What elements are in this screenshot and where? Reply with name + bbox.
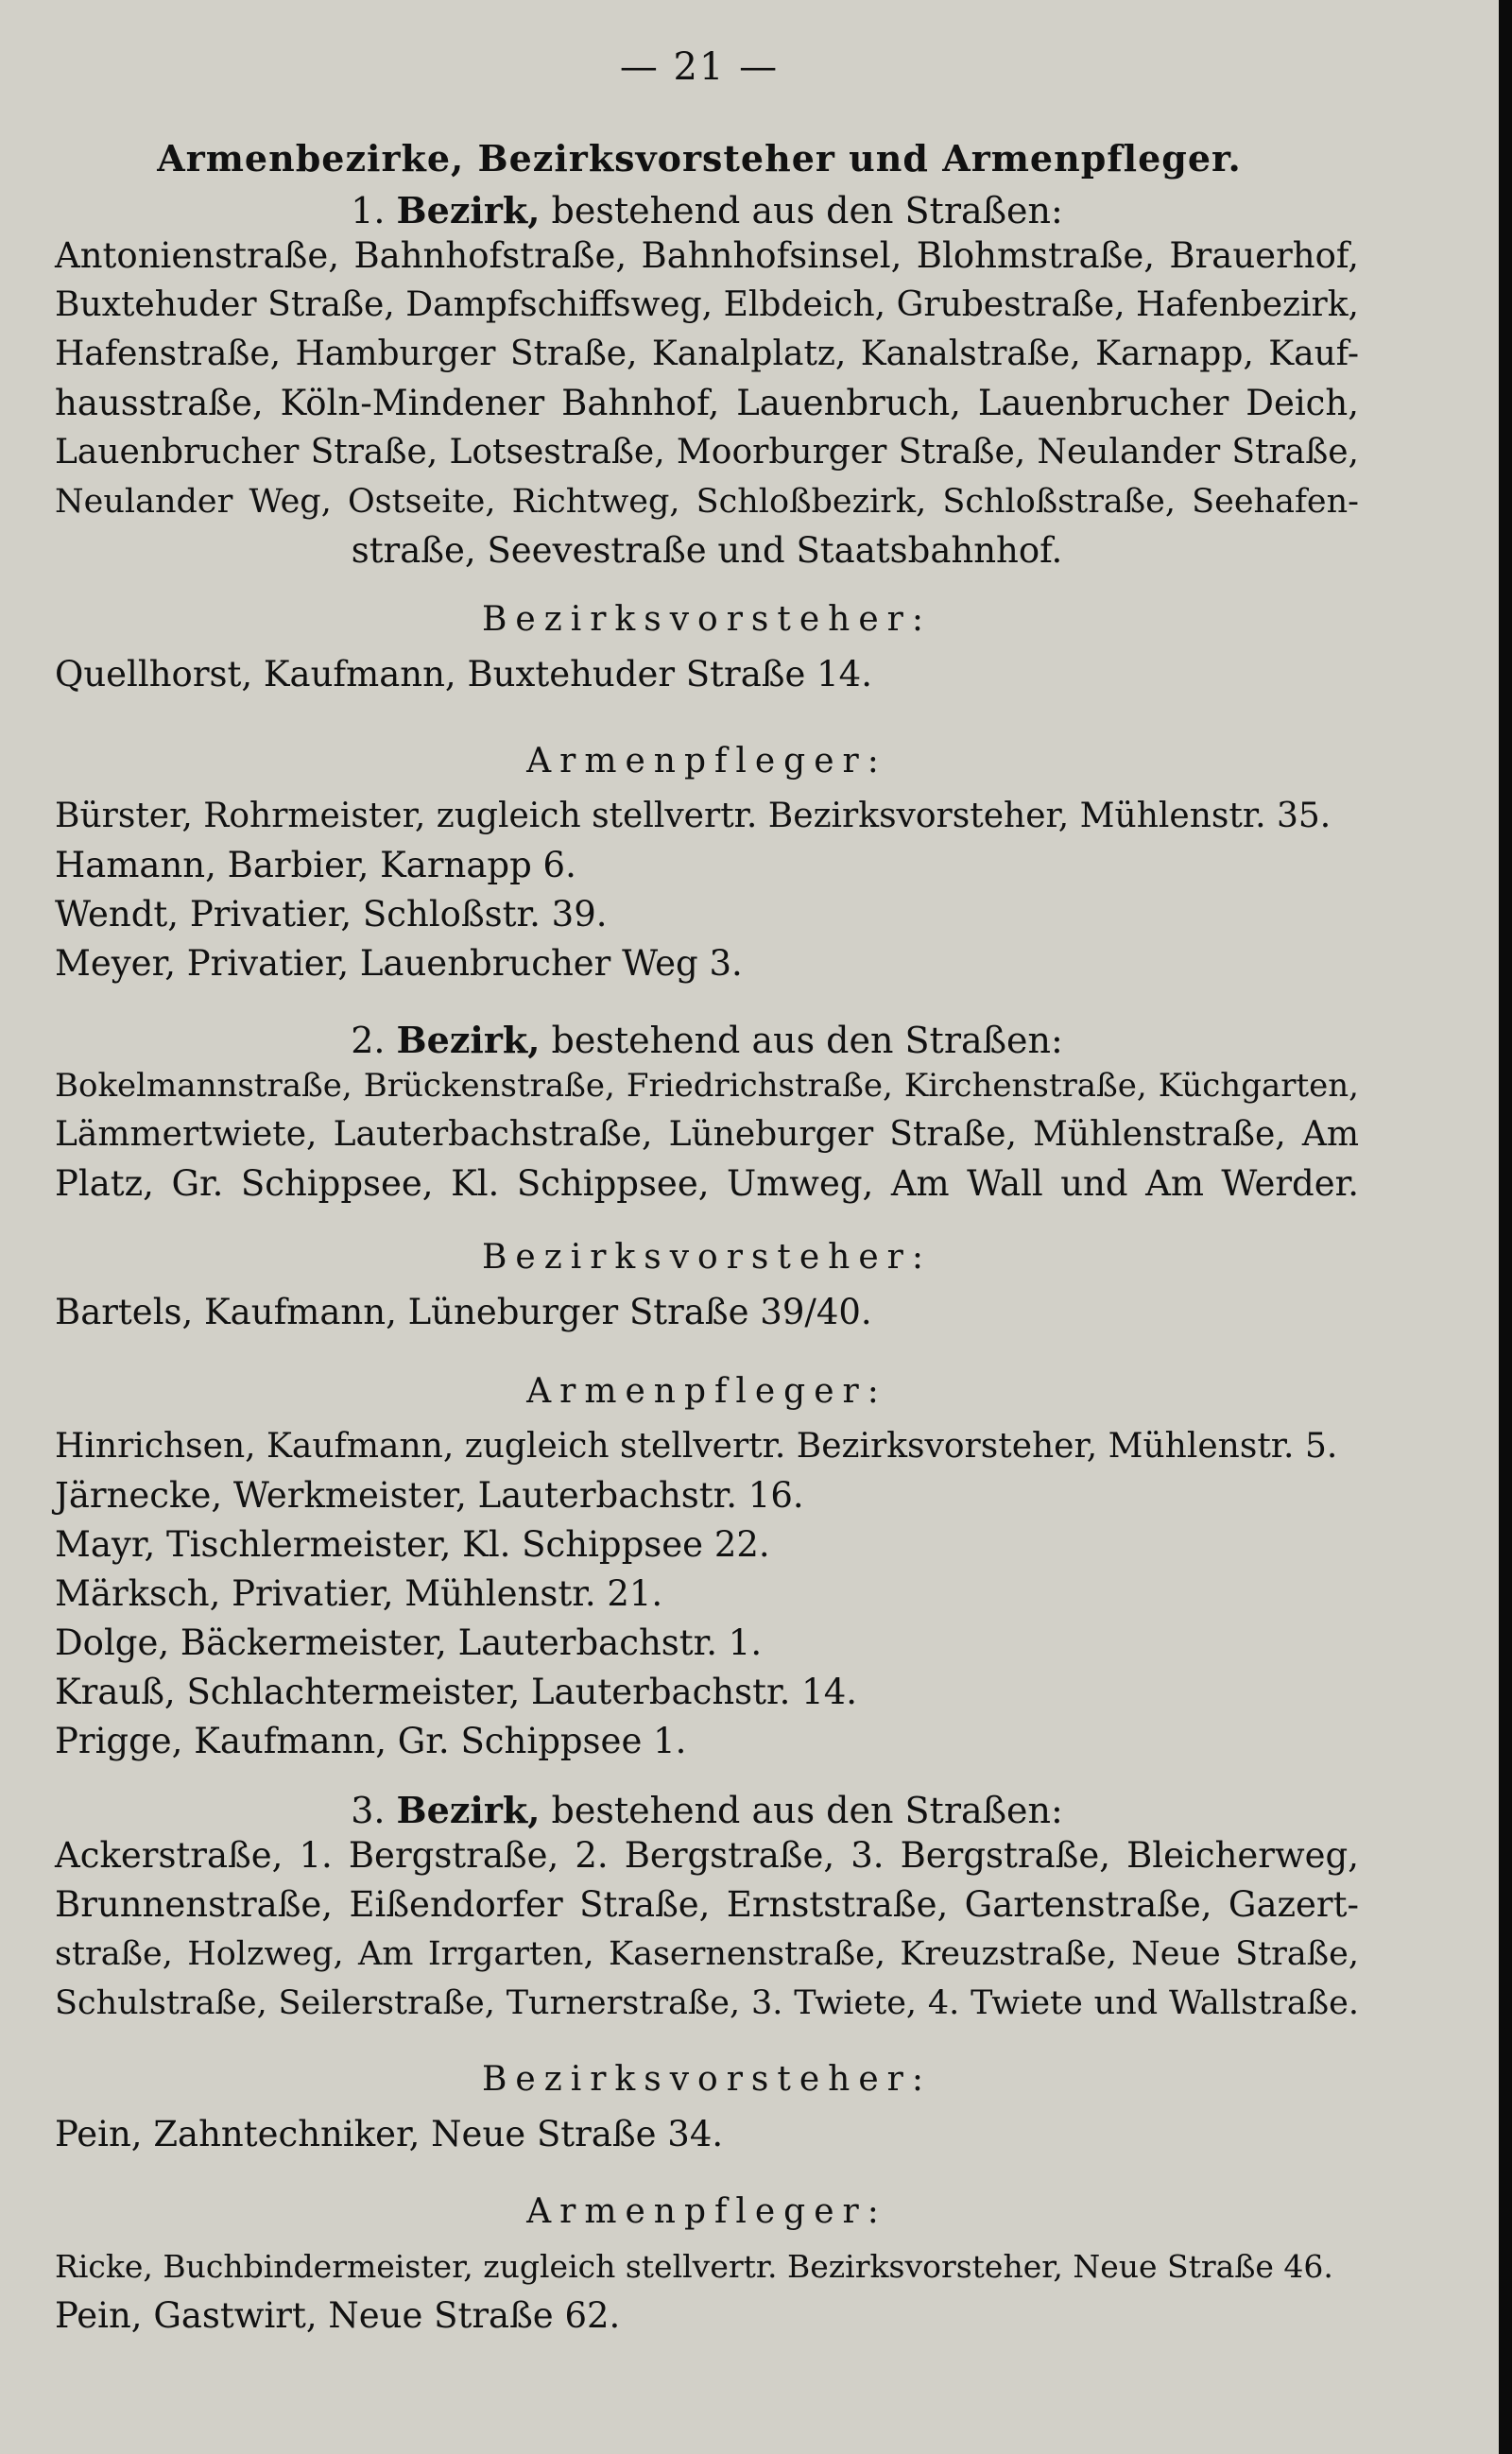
pfleger-entry: Bürster, Rohrmeister, zugleich stellvertr. Bezirksvorsteher, Mühlenstr. 35. bbox=[55, 797, 1332, 835]
street-line: Buxtehuder Straße, Dampfschiffsweg, Elbdeich, Grubestraße, Hafenbezirk, bbox=[55, 285, 1359, 324]
district-number: 3. bbox=[351, 1790, 386, 1831]
pfleger-entry: Hinrichsen, Kaufmann, zugleich stellvertr. Bezirksvorsteher, Mühlenstr. 5. bbox=[55, 1427, 1338, 1466]
district-2 bbox=[55, 1019, 1359, 1209]
district-3-pfleger bbox=[55, 2192, 1359, 2341]
district-1 bbox=[55, 189, 1359, 575]
district-2-pfleger bbox=[55, 1372, 1359, 1766]
street-line: Platz, Gr. Schippsee, Kl. Schippsee, Umweg, Am Wall und Am Werder. bbox=[55, 1163, 1359, 1204]
pfleger-entry: Wendt, Privatier, Schloßstr. 39. bbox=[55, 894, 608, 935]
vorsteher-label: Bezirksvorsteher: bbox=[481, 1238, 933, 1277]
district-1-pfleger bbox=[55, 742, 1359, 988]
page-edge bbox=[1499, 0, 1512, 2454]
street-line: hausstraße, Köln-Mindener Bahnhof, Lauenbruch, Lauenbrucher Deich, bbox=[55, 383, 1359, 423]
pfleger-entry: Prigge, Kaufmann, Gr. Schippsee 1. bbox=[55, 1721, 687, 1761]
pfleger-entry: Pein, Gastwirt, Neue Straße 62. bbox=[55, 2295, 621, 2336]
pfleger-label: Armenpfleger: bbox=[526, 1372, 887, 1411]
page-number: — 21 — bbox=[619, 45, 780, 89]
district-number: 2. bbox=[351, 1020, 386, 1061]
district-label: Bezirk, bbox=[396, 1789, 541, 1831]
page-heading: Armenbezirke, Bezirksvorsteher und Armenpfleger. bbox=[157, 137, 1242, 180]
district-title bbox=[55, 1789, 1359, 1831]
district-title bbox=[55, 1019, 1359, 1061]
district-3 bbox=[55, 1789, 1359, 2028]
district-label: Bezirk, bbox=[396, 1019, 541, 1061]
district-subtitle: bestehend aus den Straßen: bbox=[551, 1790, 1063, 1831]
street-line: Antonienstraße, Bahnhofstraße, Bahnhofsinsel, Blohmstraße, Brauerhof, bbox=[55, 235, 1359, 276]
street-line: Neulander Weg, Ostseite, Richtweg, Schloßbezirk, Schloßstraße, Seehafen- bbox=[55, 483, 1359, 521]
street-line: Ackerstraße, 1. Bergstraße, 2. Bergstraße, 3. Bergstraße, Bleicherweg, bbox=[55, 1835, 1359, 1876]
street-line: Bokelmannstraße, Brückenstraße, Friedrichstraße, Kirchenstraße, Küchgarten, bbox=[55, 1067, 1359, 1105]
vorsteher-entry: Bartels, Kaufmann, Lüneburger Straße 39/40. bbox=[55, 1292, 872, 1332]
street-line: Brunnenstraße, Eißendorfer Straße, Ernststraße, Gartenstraße, Gazert- bbox=[55, 1884, 1359, 1925]
district-subtitle: bestehend aus den Straßen: bbox=[551, 190, 1063, 232]
street-line: Lämmertwiete, Lauterbachstraße, Lüneburger Straße, Mühlenstraße, Am bbox=[55, 1115, 1359, 1154]
pfleger-entry: Ricke, Buchbindermeister, zugleich stellvertr. Bezirksvorsteher, Neue Straße 46. bbox=[55, 2248, 1333, 2285]
district-label: Bezirk, bbox=[396, 189, 541, 232]
district-subtitle: bestehend aus den Straßen: bbox=[551, 1020, 1063, 1061]
street-line: Schulstraße, Seilerstraße, Turnerstraße, 3. Twiete, 4. Twiete und Wallstraße. bbox=[55, 1984, 1359, 2022]
pfleger-entry: Hamann, Barbier, Karnapp 6. bbox=[55, 845, 576, 885]
pfleger-entry: Krauß, Schlachtermeister, Lauterbachstr. 14. bbox=[55, 1672, 858, 1712]
district-number: 1. bbox=[351, 190, 386, 232]
pfleger-label: Armenpfleger: bbox=[526, 742, 887, 781]
vorsteher-label: Bezirksvorsteher: bbox=[481, 600, 933, 639]
pfleger-entry: Mayr, Tischlermeister, Kl. Schippsee 22. bbox=[55, 1524, 770, 1565]
vorsteher-label: Bezirksvorsteher: bbox=[481, 2060, 933, 2099]
street-line: straße, Seevestraße und Staatsbahnhof. bbox=[351, 530, 1063, 571]
pfleger-entry: Dolge, Bäckermeister, Lauterbachstr. 1. bbox=[55, 1622, 763, 1663]
pfleger-label: Armenpfleger: bbox=[526, 2192, 887, 2231]
pfleger-entry: Märksch, Privatier, Mühlenstr. 21. bbox=[55, 1573, 663, 1614]
district-title bbox=[55, 189, 1359, 232]
pfleger-entry: Meyer, Privatier, Lauenbrucher Weg 3. bbox=[55, 943, 743, 984]
street-line: Hafenstraße, Hamburger Straße, Kanalplatz, Kanalstraße, Karnapp, Kauf- bbox=[55, 335, 1359, 373]
street-line: Lauenbrucher Straße, Lotsestraße, Moorburger Straße, Neulander Straße, bbox=[55, 433, 1359, 472]
vorsteher-entry: Quellhorst, Kaufmann, Buxtehuder Straße 14. bbox=[55, 654, 872, 695]
district-1-vorsteher bbox=[55, 600, 1359, 699]
district-3-vorsteher bbox=[55, 2060, 1359, 2159]
pfleger-entry: Järnecke, Werkmeister, Lauterbachstr. 16. bbox=[55, 1475, 804, 1516]
vorsteher-entry: Pein, Zahntechniker, Neue Straße 34. bbox=[55, 2114, 724, 2154]
district-2-vorsteher bbox=[55, 1238, 1359, 1337]
street-line: straße, Holzweg, Am Irrgarten, Kasernenstraße, Kreuzstraße, Neue Straße, bbox=[55, 1935, 1359, 1973]
